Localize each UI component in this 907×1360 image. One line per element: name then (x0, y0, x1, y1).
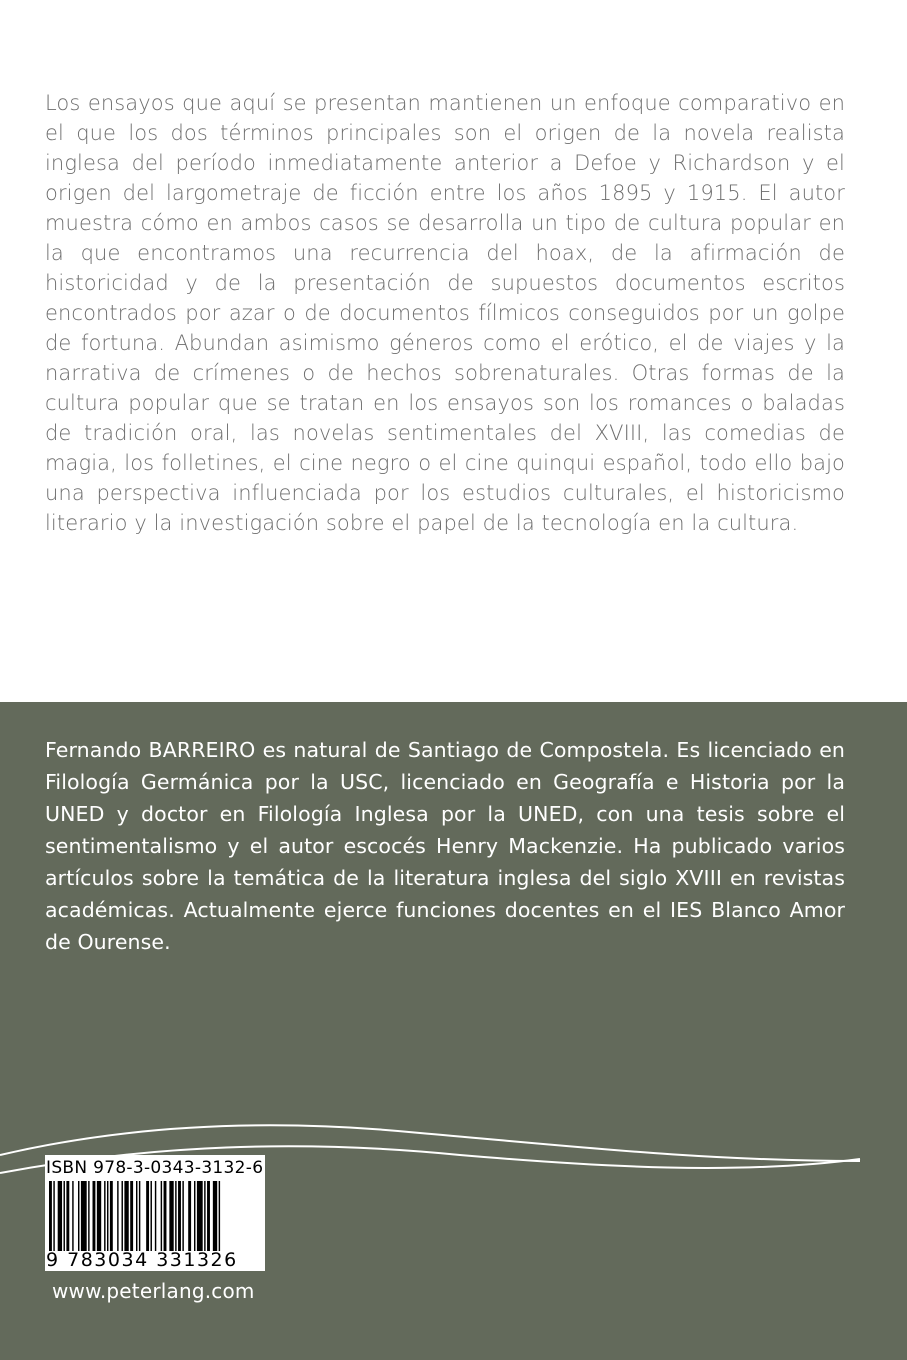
barcode-bars (49, 1181, 261, 1251)
author-biography: Fernando BARREIRO es natural de Santiago de Compostela. Es licenciado en Filología Germánica por la USC, licenciado en Geografía e Historia por la UNED y doctor en Filología Inglesa por la UNED, con una tesis sobre el sentimentalismo y el autor escocés Henry Mackenzie. Ha publicado varios artículos sobre la temática de la literatura inglesa del siglo XVIII en revistas académicas. Actualmente ejerce funciones docentes en el IES Blanco Amor de Ourense. (45, 738, 845, 954)
isbn-label: ISBN 978-3-0343-3132-6 (46, 1158, 264, 1178)
isbn-barcode (45, 1155, 265, 1271)
book-description: Los ensayos que aquí se presentan mantienen un enfoque comparativo en el que los dos términos principales son el origen de la novela realista inglesa del período inmediatamente anterior a Defoe y Richardson y el origen del largometraje de ficción entre los años 1895 y 1915. El autor muestra cómo en ambos casos se desarrolla un tipo de cultura popular en la que encontramos una recurrencia del hoax, de la afirmación de historicidad y de la presentación de supuestos documentos escritos encontrados por azar o de documentos fílmicos conseguidos por un golpe de fortuna. Abundan asimismo géneros como el erótico, el de viajes y la narrativa de crímenes o de hechos sobrenaturales. Otras formas de la cultura popular que se tratan en los ensayos son los romances o baladas de tradición oral, las novelas sentimentales del XVIII, las comedias de magia, los folletines, el cine negro o el cine quinqui español, todo ello bajo una perspectiva influenciada por los estudios culturales, el historicismo literario y la investigación sobre el papel de la tecnología en la cultura. (45, 91, 845, 535)
ean-digits: 9 783034 331326 (46, 1249, 238, 1271)
publisher-url: www.peterlang.com (52, 1279, 255, 1303)
